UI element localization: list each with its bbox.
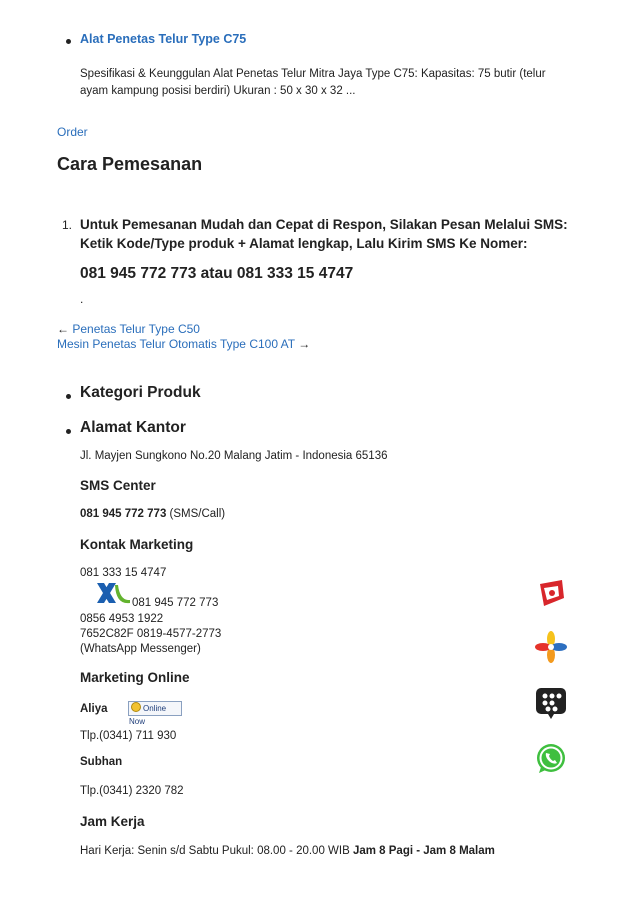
marketing-online-heading: Marketing Online xyxy=(80,670,190,685)
product-description: Spesifikasi & Keunggulan Alat Penetas Telur Mitra Jaya Type C75: Kapasitas: 75 butir (telur ayam kampung posisi berdiri) Ukuran : 50 x 30 x 32 ... xyxy=(80,68,546,97)
marketing-phone-1: 081 333 15 4747 xyxy=(80,567,167,579)
sms-center-heading: SMS Center xyxy=(80,478,156,493)
kontak-marketing-heading: Kontak Marketing xyxy=(80,537,194,552)
aliya-name: Aliya xyxy=(80,703,108,715)
next-post-link[interactable] xyxy=(57,337,310,351)
subhan-name: Subhan xyxy=(80,756,123,768)
list-bullet xyxy=(66,39,71,44)
marketing-phone-4: 7652C82F 0819-4577-2773 xyxy=(80,628,222,640)
step-number: 1. xyxy=(62,218,73,232)
marketing-phone-2: 081 945 772 773 xyxy=(132,597,219,609)
indosat-icon xyxy=(534,630,568,664)
whatsapp-icon xyxy=(534,742,568,776)
prev-post-link[interactable] xyxy=(57,322,200,336)
aliya-phone: Tlp.(0341) 711 930 xyxy=(80,730,177,742)
xl-logo-icon xyxy=(94,579,132,607)
marketing-phone-3: 0856 4953 1922 xyxy=(80,613,164,625)
next-post-label[interactable]: Mesin Penetas Telur Otomatis Type C100 AT xyxy=(57,337,295,351)
list-bullet xyxy=(66,394,71,399)
whatsapp-note: (WhatsApp Messenger) xyxy=(80,643,201,655)
order-phone-numbers: 081 945 772 773 atau 081 333 15 4747 xyxy=(80,265,354,282)
section-title: Cara Pemesanan xyxy=(57,154,203,174)
dot-text: . xyxy=(80,292,84,306)
step-instructions: Untuk Pemesanan Mudah dan Cepat di Respon, Silakan Pesan Melalui SMS: Ketik Kode/Type produk + Alamat lengkap, Lalu Kirim SMS Ke Nomer: xyxy=(80,217,568,251)
working-hours: Hari Kerja: Senin s/d Sabtu Pukul: 08.00 - 20.00 WIB Jam 8 Pagi - Jam 8 Malam xyxy=(80,845,495,857)
alamat-heading: Alamat Kantor xyxy=(80,419,186,436)
product-title-link[interactable]: Alat Penetas Telur Type C75 xyxy=(80,32,247,46)
list-bullet xyxy=(66,429,71,434)
right-arrow-icon: → xyxy=(298,337,311,351)
left-arrow-icon: ← xyxy=(57,322,69,336)
jam-kerja-heading: Jam Kerja xyxy=(80,814,145,829)
kategori-heading: Kategori Produk xyxy=(80,384,201,401)
office-address: Jl. Mayjen Sungkono No.20 Malang Jatim - Indonesia 65136 xyxy=(80,450,388,462)
blackberry-icon xyxy=(534,686,568,720)
prev-post-label[interactable]: Penetas Telur Type C50 xyxy=(72,322,200,336)
subhan-phone: Tlp.(0341) 2320 782 xyxy=(80,785,184,797)
telkomsel-icon xyxy=(534,576,568,610)
online-status-badge[interactable]: Online Now xyxy=(128,701,182,716)
online-status-icon xyxy=(131,702,141,712)
order-link[interactable]: Order xyxy=(57,125,88,139)
sms-center-number: 081 945 772 773 (SMS/Call) xyxy=(80,508,226,520)
